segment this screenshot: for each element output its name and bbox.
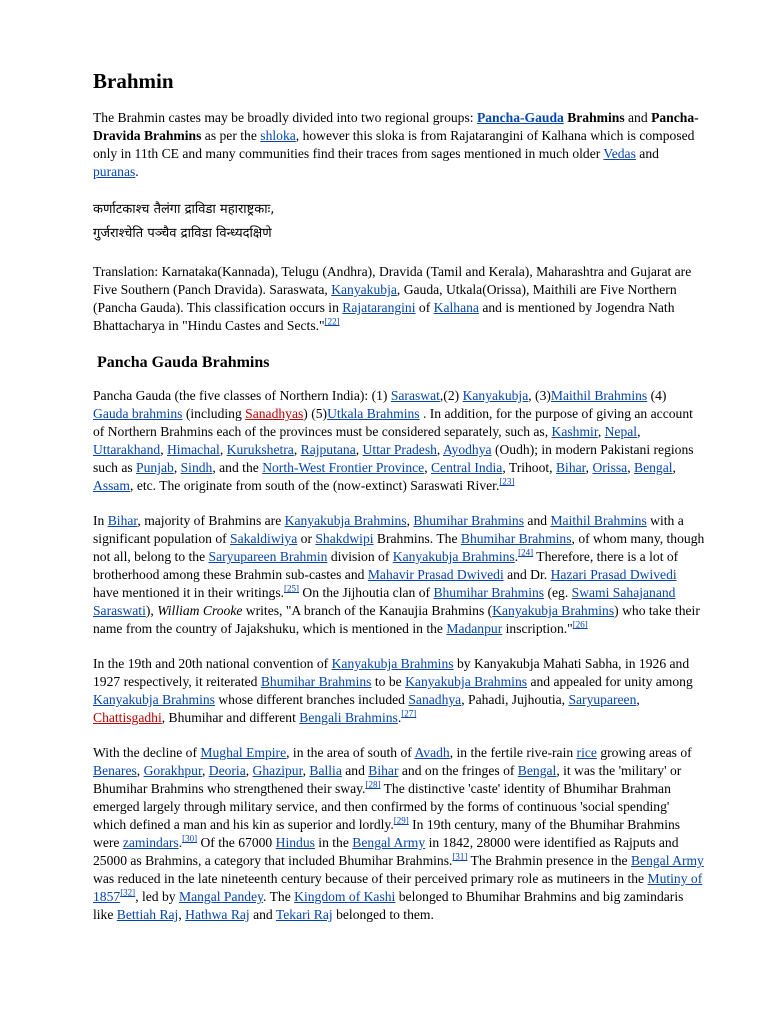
link-bhumihar-brahmins[interactable]: Bhumihar Brahmins (260, 674, 372, 689)
italic-author-name: William Crooke (157, 603, 243, 618)
link-kanyakubja-brahmins[interactable]: Kanyakubja Brahmins (331, 656, 454, 671)
link-uttarakhand[interactable]: Uttarakhand (93, 442, 161, 457)
text: , (627, 460, 634, 475)
convention-paragraph (93, 655, 705, 727)
link-kanyakubja-brahmins[interactable]: Kanyakubja Brahmins (284, 513, 407, 528)
link-ghazipur[interactable]: Ghazipur (252, 763, 303, 778)
text: Translation: Karnataka(Kannada), Telugu (Andhra), Dravida (Tamil and Kerala), Maharashtra and Gujarat are Five Southern (Panch Dravida). Saraswata, (93, 264, 692, 297)
link-bengal-army[interactable]: Bengal Army (630, 853, 704, 868)
text: The Brahmin presence in the (467, 853, 631, 868)
link-avadh[interactable]: Avadh (414, 745, 450, 760)
reference-29[interactable]: [29] (393, 815, 409, 826)
verse-line-1: कर्णाटकाश्च तैलंगा द्राविडा महाराष्ट्रकाः, (93, 202, 275, 217)
text: as per the (201, 128, 261, 143)
text: in 1842, 28000 were identified as Rajputs and 25000 as Brahmins, a category that included Bhumihar Brahmins. (93, 835, 679, 868)
link-sanadhya[interactable]: Sanadhya (408, 692, 462, 707)
link-kanyakubja-brahmins[interactable]: Kanyakubja Brahmins (492, 603, 615, 618)
link-ayodhya[interactable]: Ayodhya (442, 442, 492, 457)
text: , (219, 442, 227, 457)
link-kashmir[interactable]: Kashmir (551, 424, 598, 439)
text: (Oudh); in modern Pakistani regions such as (93, 442, 694, 475)
text: , (136, 763, 144, 778)
text: Pancha Gauda (the five classes of Northern India): (1) (93, 388, 391, 403)
text: , (3) (528, 388, 551, 403)
link-rajatarangini[interactable]: Rajatarangini (342, 300, 416, 315)
text: , (302, 763, 310, 778)
text: , (178, 907, 186, 922)
link-gorakhpur[interactable]: Gorakhpur (143, 763, 202, 778)
text: with a significant population of (93, 513, 684, 546)
text: in the (314, 835, 353, 850)
text: With the decline of (93, 745, 201, 760)
text: , Gauda, Utkala(Orissa), Maithili are Five Northern (Pancha Gauda). This classification occurs in (93, 282, 677, 315)
reference-25[interactable]: [25] (284, 583, 300, 594)
link-kingdom-of-kashi[interactable]: Kingdom of Kashi (294, 889, 396, 904)
text: ), (145, 603, 158, 618)
section-heading: Pancha Gauda Brahmins (97, 354, 270, 371)
link-bhumihar-brahmins[interactable]: Bhumihar Brahmins (413, 513, 525, 528)
reference-32[interactable]: [32] (120, 887, 136, 898)
text: to be (371, 674, 406, 689)
link-maithil-brahmins[interactable]: Maithil Brahmins (550, 388, 648, 403)
link-zamindars[interactable]: zamindars (122, 835, 179, 850)
link-mangal-pandey[interactable]: Mangal Pandey (178, 889, 264, 904)
text: , Trihoot, (502, 460, 556, 475)
text: , etc. The originate from south of the (now-extinct) Saraswati River. (130, 478, 500, 493)
link-orissa[interactable]: Orissa (592, 460, 628, 475)
text: . (514, 549, 519, 564)
link-deoria[interactable]: Deoria (208, 763, 246, 778)
text: , of whom many, though not all, belong to the (93, 531, 705, 564)
link-mughal-empire[interactable]: Mughal Empire (200, 745, 287, 760)
text: have mentioned it in their writings. (93, 585, 285, 600)
text: and (341, 763, 369, 778)
text: inscription." (502, 621, 573, 636)
text: was reduced in the late nineteenth century because of their perceived primary role as mutineers in the (93, 871, 648, 886)
verse-line-2: गुर्जराश्चेति पञ्चैव द्राविडा विन्ध्यदक्षिणे (93, 226, 272, 241)
link-bengal-army[interactable]: Bengal Army (352, 835, 426, 850)
reference-31[interactable]: [31] (452, 851, 468, 862)
text: and (524, 513, 551, 528)
text: , (672, 460, 676, 475)
text: , (293, 442, 301, 457)
text: , (597, 424, 605, 439)
link-sanadhyas[interactable]: Sanadhyas (245, 406, 304, 421)
text: (including (182, 406, 246, 421)
link-sakaldiwiya[interactable]: Sakaldiwiya (230, 531, 298, 546)
text: . In addition, for the purpose of giving an account of Northern Brahmins each of the provinces must be considered separately, such as, (93, 406, 693, 439)
link-gauda-brahmins[interactable]: Gauda brahmins (93, 406, 183, 421)
link-saraswat[interactable]: Saraswat (390, 388, 440, 403)
link-bihar[interactable]: Bihar (368, 763, 399, 778)
link-saryupareen[interactable]: Saryupareen (568, 692, 637, 707)
text: , (424, 460, 431, 475)
text: growing areas of (596, 745, 692, 760)
link-utkala-brahmins[interactable]: Utkala Brahmins (327, 406, 420, 421)
text: . (178, 835, 183, 850)
text: , in the fertile rive-rain (449, 745, 577, 760)
text: belonged to Bhumihar Brahmins and big zamindaris like (93, 889, 684, 922)
text: (eg. (544, 585, 572, 600)
link-ballia[interactable]: Ballia (309, 763, 342, 778)
text: . (135, 164, 139, 179)
link-bhumihar-brahmins[interactable]: Bhumihar Brahmins (460, 531, 572, 546)
link-bhumihar-brahmins[interactable]: Bhumihar Brahmins (433, 585, 545, 600)
link-assam[interactable]: Assam (93, 478, 131, 493)
link-central-india[interactable]: Central India (430, 460, 503, 475)
link-bengal[interactable]: Bengal (634, 460, 673, 475)
link-kanyakubja[interactable]: Kanyakubja (462, 388, 529, 403)
text: In the 19th and 20th national convention of (93, 656, 332, 671)
text: and on the fringes of (398, 763, 518, 778)
text: , (355, 442, 363, 457)
text: Therefore, there is a lot of brotherhood among these Brahmin sub-castes and (93, 549, 679, 582)
text: On the Jijhoutia clan of (299, 585, 434, 600)
text: , (636, 692, 640, 707)
page-title: Brahmin (93, 69, 174, 93)
bold-text-pancha-dravida: Pancha-Dravida Brahmins (93, 110, 699, 143)
text: , (245, 763, 253, 778)
text: Of the 67000 (197, 835, 276, 850)
link-nepal[interactable]: Nepal (604, 424, 638, 439)
bold-text: Brahmins (563, 110, 625, 125)
pancha-gauda-paragraph (93, 387, 705, 495)
text: , (201, 763, 209, 778)
link-mahavir-prasad-dwivedi[interactable]: Mahavir Prasad Dwivedi (367, 567, 504, 582)
link-himachal[interactable]: Himachal (166, 442, 220, 457)
text: In 19th century, many of the Bhumihar Brahmins were (93, 817, 681, 850)
link-uttar-pradesh[interactable]: Uttar Pradesh (362, 442, 437, 457)
text: , led by (135, 889, 179, 904)
text: of (415, 300, 434, 315)
text: and (624, 110, 652, 125)
text: and (249, 907, 276, 922)
text: , Pahadi, Jujhoutia, (461, 692, 569, 707)
text: Brahmins. The (373, 531, 461, 546)
text: belonged to them. (332, 907, 434, 922)
text: ) (5) (303, 406, 328, 421)
text: and is mentioned by Jogendra Nath Bhattacharya in "Hindu Castes and Sects." (93, 300, 675, 333)
link-saryupareen-brahmin[interactable]: Saryupareen Brahmin (208, 549, 328, 564)
link-chattisgadhi[interactable]: Chattisgadhi (93, 710, 162, 725)
text: , it was the 'military' or Bhumihar Brahmins who strengthened their sway. (93, 763, 682, 796)
reference-23[interactable]: [23] (499, 476, 515, 487)
text: , (436, 442, 443, 457)
link-sindh[interactable]: Sindh (180, 460, 213, 475)
link-vedas[interactable]: Vedas (603, 146, 636, 161)
text: and (635, 146, 659, 161)
text: ) who take their name from the country of Jajakshuku, which is mentioned in the (93, 603, 700, 636)
text: whose different branches included (214, 692, 409, 707)
text: . (397, 710, 402, 725)
reference-28[interactable]: [28] (365, 779, 381, 790)
link-shakdwipi[interactable]: Shakdwipi (315, 531, 374, 546)
link-kanyakubja-brahmins[interactable]: Kanyakubja Brahmins (93, 692, 215, 707)
mughal-decline-paragraph (93, 744, 705, 924)
article-page (93, 68, 705, 924)
link-tekari-raj[interactable]: Tekari Raj (275, 907, 333, 922)
text: , (637, 424, 641, 439)
link-hazari-prasad-dwivedi[interactable]: Hazari Prasad Dwivedi (550, 567, 677, 582)
text: and appealed for unity among (527, 674, 693, 689)
sanskrit-verse (93, 198, 705, 246)
text: or (297, 531, 316, 546)
reference-30[interactable]: [30] (182, 833, 198, 844)
link-kanyakubja-brahmins[interactable]: Kanyakubja Brahmins (392, 549, 515, 564)
text: , Bhumihar and different (161, 710, 300, 725)
link-madanpur[interactable]: Madanpur (446, 621, 503, 636)
text: , majority of Brahmins are (137, 513, 285, 528)
link-puranas[interactable]: puranas (93, 164, 136, 179)
reference-26[interactable]: [26] (572, 619, 588, 630)
link-bengal[interactable]: Bengal (517, 763, 557, 778)
link-hathwa-raj[interactable]: Hathwa Raj (185, 907, 250, 922)
link-maithil-brahmins[interactable]: Maithil Brahmins (550, 513, 647, 528)
link-benares[interactable]: Benares (93, 763, 137, 778)
link-bettiah-raj[interactable]: Bettiah Raj (116, 907, 179, 922)
link-rajputana[interactable]: Rajputana (300, 442, 356, 457)
text: (4) (647, 388, 667, 403)
text: division of (327, 549, 393, 564)
link-bihar[interactable]: Bihar (107, 513, 138, 528)
link-kalhana[interactable]: Kalhana (433, 300, 479, 315)
text: , and the (212, 460, 263, 475)
text: In (93, 513, 108, 528)
reference-22[interactable]: [22] (324, 316, 340, 327)
link-bengali-brahmins[interactable]: Bengali Brahmins (299, 710, 398, 725)
text: by Kanyakubja Mahati Sabha, in 1926 and 1927 respectively, it reiterated (93, 656, 690, 689)
link-pancha-gauda[interactable]: Pancha-Gauda (476, 110, 564, 125)
link-shloka[interactable]: shloka (260, 128, 296, 143)
text: ,(2) (439, 388, 463, 403)
link-north-west-frontier-province[interactable]: North-West Frontier Province (262, 460, 425, 475)
text: , (160, 442, 167, 457)
text: , (585, 460, 593, 475)
text: The Brahmin castes may be broadly divided into two regional groups: (93, 110, 477, 125)
text: , (173, 460, 181, 475)
intro-paragraph (93, 109, 705, 181)
text: writes, "A branch of the Kanaujia Brahmins ( (242, 603, 493, 618)
text: . The (263, 889, 295, 904)
translation-paragraph (93, 263, 705, 335)
link-bihar[interactable]: Bihar (555, 460, 586, 475)
link-kanyakubja[interactable]: Kanyakubja (331, 282, 397, 297)
link-punjab[interactable]: Punjab (136, 460, 174, 475)
bihar-paragraph (93, 512, 705, 638)
link-hindus[interactable]: Hindus (275, 835, 315, 850)
text: , however this sloka is from Rajatarangini of Kalhana which is composed only in 11th CE and many communities find their traces from sages mentioned in much older (93, 128, 695, 161)
link-mutiny-of-1857[interactable]: Mutiny of 1857 (93, 871, 703, 904)
link-kurukshetra[interactable]: Kurukshetra (226, 442, 294, 457)
link-kanyakubja-brahmins[interactable]: Kanyakubja Brahmins (405, 674, 528, 689)
text: , in the area of south of (286, 745, 415, 760)
link-swami-sahajanand-saraswati[interactable]: Swami Sahajanand Saraswati (93, 585, 676, 618)
text: The distinctive 'caste' identity of Bhumihar Brahman emerged largely through military service, and then confirmed by the forms of continuous 'social spending' which defined a man and his kin as superior and lordly. (93, 781, 671, 832)
text: and Dr. (503, 567, 551, 582)
text: , (406, 513, 414, 528)
link-rice[interactable]: rice (576, 745, 597, 760)
reference-27[interactable]: [27] (401, 708, 417, 719)
reference-24[interactable]: [24] (518, 547, 534, 558)
